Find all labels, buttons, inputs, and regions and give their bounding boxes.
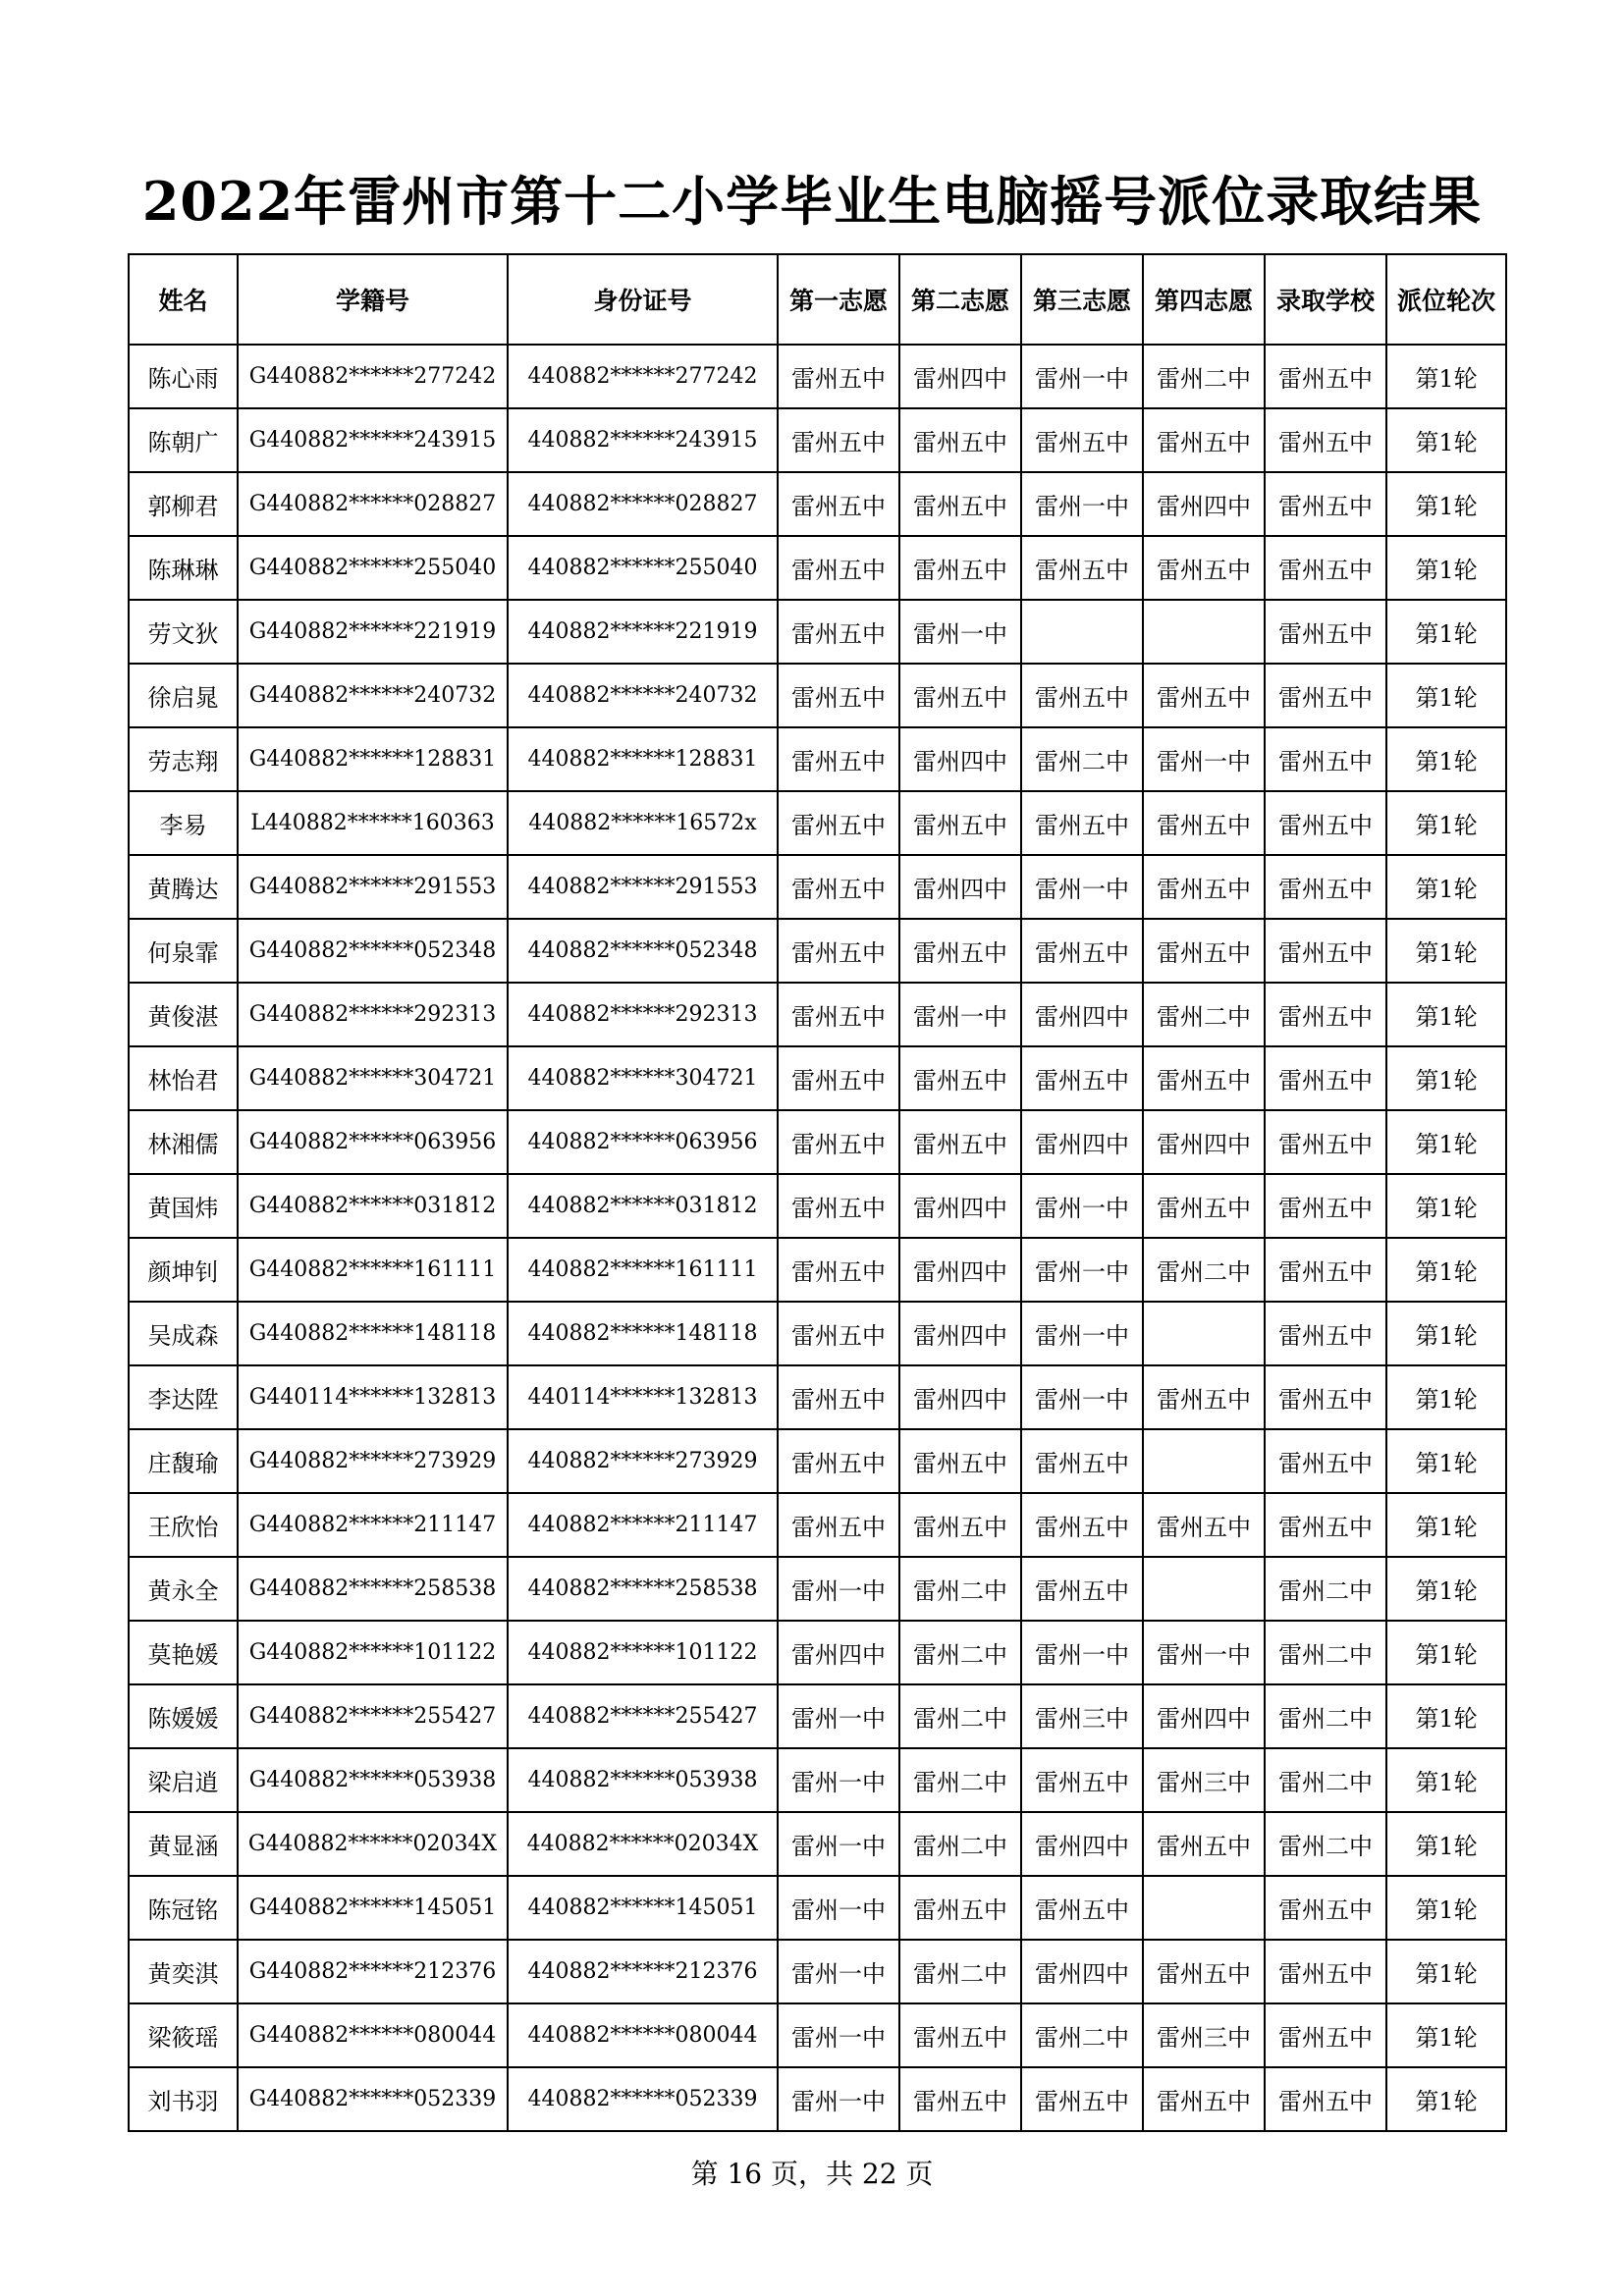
cell-col-choice-2: 雷州五中: [899, 1429, 1021, 1493]
table-row: [129, 408, 1506, 472]
cell-col-student-id: G440882******243915: [238, 408, 508, 472]
cell-col-name: 梁筱瑶: [129, 2003, 238, 2067]
cell-col-choice-1: 雷州五中: [778, 1174, 899, 1238]
cell-col-student-id: G440882******052339: [238, 2067, 508, 2131]
cell-col-id-number: 440882******145051: [508, 1876, 778, 1940]
cell-col-choice-2: 雷州一中: [899, 983, 1021, 1046]
table-row: [129, 727, 1506, 791]
cell-col-student-id: G440114******132813: [238, 1365, 508, 1429]
cell-col-choice-1: 雷州一中: [778, 2067, 899, 2131]
header-col-student-id: 学籍号: [238, 254, 508, 345]
cell-col-admitted-school: 雷州五中: [1265, 1493, 1386, 1557]
cell-col-choice-4: 雷州五中: [1143, 1174, 1265, 1238]
cell-col-id-number: 440882******128831: [508, 727, 778, 791]
cell-col-name: 黄奕淇: [129, 1940, 238, 2003]
cell-col-student-id: G440882******128831: [238, 727, 508, 791]
cell-col-choice-2: 雷州四中: [899, 855, 1021, 919]
cell-col-admitted-school: 雷州五中: [1265, 1046, 1386, 1110]
cell-col-student-id: G440882******258538: [238, 1557, 508, 1621]
cell-col-choice-4: [1143, 1876, 1265, 1940]
page-number: 第 16 页，共 22 页: [690, 2158, 934, 2190]
table-row: [129, 1110, 1506, 1174]
cell-col-choice-4: 雷州五中: [1143, 1812, 1265, 1876]
cell-col-id-number: 440882******243915: [508, 408, 778, 472]
header-col-id-number: 身份证号: [508, 254, 778, 345]
cell-col-round: 第1轮: [1386, 1046, 1506, 1110]
cell-col-choice-1: 雷州一中: [778, 1876, 899, 1940]
cell-col-name: 林怡君: [129, 1046, 238, 1110]
cell-col-student-id: G440882******211147: [238, 1493, 508, 1557]
cell-col-choice-4: [1143, 600, 1265, 664]
cell-col-admitted-school: 雷州五中: [1265, 600, 1386, 664]
cell-col-name: 黄俊湛: [129, 983, 238, 1046]
cell-col-choice-3: 雷州五中: [1021, 2067, 1143, 2131]
cell-col-choice-4: 雷州二中: [1143, 345, 1265, 408]
cell-col-id-number: 440882******080044: [508, 2003, 778, 2067]
cell-col-choice-3: 雷州一中: [1021, 1365, 1143, 1429]
table-header-row: [129, 254, 1506, 345]
cell-col-student-id: G440882******080044: [238, 2003, 508, 2067]
cell-col-choice-1: 雷州一中: [778, 1940, 899, 2003]
cell-col-choice-3: 雷州五中: [1021, 1046, 1143, 1110]
cell-col-name: 莫艳媛: [129, 1621, 238, 1684]
table-row: [129, 472, 1506, 536]
cell-col-choice-4: 雷州五中: [1143, 1940, 1265, 2003]
cell-col-choice-2: 雷州五中: [899, 472, 1021, 536]
cell-col-round: 第1轮: [1386, 1302, 1506, 1365]
cell-col-choice-1: 雷州五中: [778, 1046, 899, 1110]
cell-col-student-id: G440882******255427: [238, 1684, 508, 1748]
cell-col-admitted-school: 雷州五中: [1265, 1365, 1386, 1429]
cell-col-student-id: G440882******053938: [238, 1748, 508, 1812]
cell-col-admitted-school: 雷州五中: [1265, 1940, 1386, 2003]
table-row: [129, 1174, 1506, 1238]
cell-col-student-id: G440882******255040: [238, 536, 508, 600]
cell-col-choice-1: 雷州一中: [778, 2003, 899, 2067]
cell-col-choice-2: 雷州五中: [899, 1876, 1021, 1940]
cell-col-choice-4: 雷州二中: [1143, 983, 1265, 1046]
cell-col-round: 第1轮: [1386, 983, 1506, 1046]
cell-col-choice-3: 雷州四中: [1021, 1110, 1143, 1174]
cell-col-round: 第1轮: [1386, 1940, 1506, 2003]
cell-col-name: 劳志翔: [129, 727, 238, 791]
cell-col-choice-2: 雷州四中: [899, 345, 1021, 408]
cell-col-name: 庄馥瑜: [129, 1429, 238, 1493]
cell-col-choice-1: 雷州五中: [778, 1493, 899, 1557]
cell-col-choice-3: 雷州四中: [1021, 983, 1143, 1046]
cell-col-choice-3: 雷州一中: [1021, 855, 1143, 919]
cell-col-choice-3: 雷州四中: [1021, 1940, 1143, 2003]
cell-col-choice-1: 雷州一中: [778, 1812, 899, 1876]
header-col-name: 姓名: [129, 254, 238, 345]
table-row: [129, 1748, 1506, 1812]
cell-col-choice-1: 雷州五中: [778, 664, 899, 727]
cell-col-choice-2: 雷州二中: [899, 1621, 1021, 1684]
cell-col-student-id: G440882******031812: [238, 1174, 508, 1238]
cell-col-name: 梁启逍: [129, 1748, 238, 1812]
cell-col-id-number: 440882******240732: [508, 664, 778, 727]
cell-col-name: 劳文狄: [129, 600, 238, 664]
cell-col-id-number: 440882******304721: [508, 1046, 778, 1110]
cell-col-round: 第1轮: [1386, 919, 1506, 983]
cell-col-admitted-school: 雷州五中: [1265, 536, 1386, 600]
cell-col-admitted-school: 雷州二中: [1265, 1621, 1386, 1684]
cell-col-id-number: 440882******258538: [508, 1557, 778, 1621]
cell-col-name: 颜坤钊: [129, 1238, 238, 1302]
cell-col-admitted-school: 雷州二中: [1265, 1748, 1386, 1812]
cell-col-id-number: 440882******212376: [508, 1940, 778, 2003]
cell-col-choice-2: 雷州五中: [899, 1046, 1021, 1110]
cell-col-id-number: 440882******291553: [508, 855, 778, 919]
cell-col-round: 第1轮: [1386, 664, 1506, 727]
cell-col-choice-3: 雷州一中: [1021, 1238, 1143, 1302]
cell-col-student-id: G440882******277242: [238, 345, 508, 408]
cell-col-name: 何泉霏: [129, 919, 238, 983]
header-col-choice-2: 第二志愿: [899, 254, 1021, 345]
table-row: [129, 791, 1506, 855]
cell-col-choice-2: 雷州二中: [899, 1812, 1021, 1876]
table-row: [129, 664, 1506, 727]
cell-col-choice-1: 雷州五中: [778, 1238, 899, 1302]
cell-col-choice-4: 雷州一中: [1143, 727, 1265, 791]
cell-col-choice-3: 雷州五中: [1021, 1493, 1143, 1557]
cell-col-admitted-school: 雷州五中: [1265, 2067, 1386, 2131]
cell-col-id-number: 440882******028827: [508, 472, 778, 536]
cell-col-student-id: G440882******292313: [238, 983, 508, 1046]
cell-col-id-number: 440882******255040: [508, 536, 778, 600]
cell-col-choice-1: 雷州一中: [778, 1748, 899, 1812]
cell-col-round: 第1轮: [1386, 1748, 1506, 1812]
cell-col-choice-1: 雷州一中: [778, 1557, 899, 1621]
cell-col-choice-3: 雷州五中: [1021, 664, 1143, 727]
cell-col-id-number: 440882******161111: [508, 1238, 778, 1302]
cell-col-name: 陈心雨: [129, 345, 238, 408]
table-row: [129, 1302, 1506, 1365]
cell-col-choice-1: 雷州五中: [778, 919, 899, 983]
cell-col-choice-2: 雷州二中: [899, 1748, 1021, 1812]
cell-col-choice-1: 雷州五中: [778, 983, 899, 1046]
cell-col-choice-3: 雷州五中: [1021, 791, 1143, 855]
cell-col-admitted-school: 雷州五中: [1265, 345, 1386, 408]
cell-col-choice-1: 雷州五中: [778, 1365, 899, 1429]
cell-col-round: 第1轮: [1386, 2003, 1506, 2067]
cell-col-student-id: L440882******160363: [238, 791, 508, 855]
cell-col-choice-4: [1143, 1429, 1265, 1493]
cell-col-choice-4: 雷州五中: [1143, 919, 1265, 983]
cell-col-id-number: 440114******132813: [508, 1365, 778, 1429]
cell-col-id-number: 440882******292313: [508, 983, 778, 1046]
table-row: [129, 536, 1506, 600]
cell-col-choice-1: 雷州五中: [778, 855, 899, 919]
cell-col-admitted-school: 雷州五中: [1265, 472, 1386, 536]
cell-col-choice-3: 雷州五中: [1021, 536, 1143, 600]
cell-col-id-number: 440882******02034X: [508, 1812, 778, 1876]
cell-col-round: 第1轮: [1386, 855, 1506, 919]
cell-col-round: 第1轮: [1386, 1238, 1506, 1302]
cell-col-student-id: G440882******304721: [238, 1046, 508, 1110]
cell-col-id-number: 440882******211147: [508, 1493, 778, 1557]
cell-col-round: 第1轮: [1386, 536, 1506, 600]
cell-col-admitted-school: 雷州五中: [1265, 727, 1386, 791]
cell-col-choice-4: 雷州四中: [1143, 1684, 1265, 1748]
cell-col-choice-2: 雷州四中: [899, 1365, 1021, 1429]
cell-col-choice-4: 雷州五中: [1143, 1365, 1265, 1429]
cell-col-student-id: G440882******273929: [238, 1429, 508, 1493]
cell-col-name: 徐启晁: [129, 664, 238, 727]
table-row: [129, 1557, 1506, 1621]
cell-col-round: 第1轮: [1386, 1110, 1506, 1174]
cell-col-round: 第1轮: [1386, 408, 1506, 472]
cell-col-admitted-school: 雷州五中: [1265, 408, 1386, 472]
cell-col-round: 第1轮: [1386, 600, 1506, 664]
cell-col-admitted-school: 雷州五中: [1265, 1174, 1386, 1238]
cell-col-choice-4: 雷州五中: [1143, 1046, 1265, 1110]
cell-col-admitted-school: 雷州五中: [1265, 1302, 1386, 1365]
cell-col-choice-4: 雷州五中: [1143, 1493, 1265, 1557]
table-row: [129, 1876, 1506, 1940]
cell-col-choice-2: 雷州二中: [899, 1940, 1021, 2003]
cell-col-choice-3: 雷州五中: [1021, 408, 1143, 472]
cell-col-choice-1: 雷州五中: [778, 727, 899, 791]
table-row: [129, 1238, 1506, 1302]
cell-col-choice-1: 雷州五中: [778, 536, 899, 600]
cell-col-choice-1: 雷州五中: [778, 1302, 899, 1365]
cell-col-admitted-school: 雷州五中: [1265, 2003, 1386, 2067]
cell-col-round: 第1轮: [1386, 727, 1506, 791]
cell-col-name: 李达陞: [129, 1365, 238, 1429]
cell-col-round: 第1轮: [1386, 2067, 1506, 2131]
cell-col-choice-2: 雷州五中: [899, 2003, 1021, 2067]
cell-col-choice-3: 雷州一中: [1021, 1302, 1143, 1365]
cell-col-choice-2: 雷州五中: [899, 1110, 1021, 1174]
header-col-choice-3: 第三志愿: [1021, 254, 1143, 345]
cell-col-choice-2: 雷州五中: [899, 408, 1021, 472]
cell-col-student-id: G440882******291553: [238, 855, 508, 919]
cell-col-name: 李易: [129, 791, 238, 855]
page-title: 2022年雷州市第十二小学毕业生电脑摇号派位录取结果: [141, 170, 1483, 233]
cell-col-choice-1: 雷州五中: [778, 600, 899, 664]
cell-col-choice-4: 雷州五中: [1143, 2067, 1265, 2131]
cell-col-choice-4: 雷州五中: [1143, 536, 1265, 600]
cell-col-choice-3: 雷州二中: [1021, 2003, 1143, 2067]
cell-col-choice-2: 雷州二中: [899, 1684, 1021, 1748]
cell-col-choice-1: 雷州五中: [778, 1110, 899, 1174]
cell-col-choice-3: 雷州一中: [1021, 1174, 1143, 1238]
cell-col-id-number: 440882******101122: [508, 1621, 778, 1684]
cell-col-choice-3: 雷州一中: [1021, 472, 1143, 536]
cell-col-student-id: G440882******02034X: [238, 1812, 508, 1876]
cell-col-name: 黄腾达: [129, 855, 238, 919]
cell-col-choice-4: 雷州五中: [1143, 791, 1265, 855]
table-row: [129, 1429, 1506, 1493]
cell-col-choice-3: 雷州五中: [1021, 1429, 1143, 1493]
cell-col-choice-3: 雷州二中: [1021, 727, 1143, 791]
header-col-round: 派位轮次: [1386, 254, 1506, 345]
table-row: [129, 345, 1506, 408]
cell-col-round: 第1轮: [1386, 1812, 1506, 1876]
cell-col-round: 第1轮: [1386, 791, 1506, 855]
cell-col-student-id: G440882******212376: [238, 1940, 508, 2003]
header-col-admitted-school: 录取学校: [1265, 254, 1386, 345]
cell-col-choice-3: 雷州四中: [1021, 1812, 1143, 1876]
table-row: [129, 2067, 1506, 2131]
cell-col-student-id: G440882******145051: [238, 1876, 508, 1940]
cell-col-choice-4: 雷州一中: [1143, 1621, 1265, 1684]
cell-col-student-id: G440882******148118: [238, 1302, 508, 1365]
cell-col-choice-3: 雷州五中: [1021, 1748, 1143, 1812]
cell-col-choice-4: [1143, 1557, 1265, 1621]
cell-col-choice-3: 雷州一中: [1021, 1621, 1143, 1684]
cell-col-name: 黄国炜: [129, 1174, 238, 1238]
cell-col-name: 陈媛媛: [129, 1684, 238, 1748]
cell-col-choice-4: 雷州五中: [1143, 408, 1265, 472]
cell-col-admitted-school: 雷州五中: [1265, 855, 1386, 919]
cell-col-choice-3: 雷州五中: [1021, 1557, 1143, 1621]
cell-col-round: 第1轮: [1386, 1174, 1506, 1238]
cell-col-choice-3: [1021, 600, 1143, 664]
cell-col-choice-1: 雷州五中: [778, 791, 899, 855]
cell-col-choice-3: 雷州一中: [1021, 345, 1143, 408]
cell-col-name: 刘书羽: [129, 2067, 238, 2131]
cell-col-choice-2: 雷州五中: [899, 536, 1021, 600]
cell-col-choice-1: 雷州五中: [778, 345, 899, 408]
cell-col-choice-4: 雷州三中: [1143, 2003, 1265, 2067]
cell-col-admitted-school: 雷州二中: [1265, 1812, 1386, 1876]
header-col-choice-1: 第一志愿: [778, 254, 899, 345]
cell-col-choice-2: 雷州四中: [899, 1238, 1021, 1302]
cell-col-round: 第1轮: [1386, 1493, 1506, 1557]
cell-col-student-id: G440882******052348: [238, 919, 508, 983]
admission-results-table: [128, 253, 1507, 2132]
cell-col-choice-4: 雷州五中: [1143, 664, 1265, 727]
cell-col-id-number: 440882******053938: [508, 1748, 778, 1812]
cell-col-id-number: 440882******063956: [508, 1110, 778, 1174]
cell-col-id-number: 440882******221919: [508, 600, 778, 664]
cell-col-choice-3: 雷州三中: [1021, 1684, 1143, 1748]
cell-col-student-id: G440882******063956: [238, 1110, 508, 1174]
cell-col-choice-2: 雷州四中: [899, 727, 1021, 791]
cell-col-admitted-school: 雷州五中: [1265, 1429, 1386, 1493]
table-row: [129, 1812, 1506, 1876]
table-row: [129, 1684, 1506, 1748]
cell-col-id-number: 440882******031812: [508, 1174, 778, 1238]
cell-col-choice-4: [1143, 1302, 1265, 1365]
cell-col-choice-4: 雷州四中: [1143, 1110, 1265, 1174]
table-row: [129, 1621, 1506, 1684]
cell-col-id-number: 440882******277242: [508, 345, 778, 408]
cell-col-choice-1: 雷州五中: [778, 472, 899, 536]
cell-col-choice-3: 雷州五中: [1021, 1876, 1143, 1940]
header-col-choice-4: 第四志愿: [1143, 254, 1265, 345]
cell-col-choice-1: 雷州五中: [778, 408, 899, 472]
cell-col-name: 陈朝广: [129, 408, 238, 472]
cell-col-id-number: 440882******16572x: [508, 791, 778, 855]
cell-col-id-number: 440882******052348: [508, 919, 778, 983]
cell-col-round: 第1轮: [1386, 1876, 1506, 1940]
cell-col-student-id: G440882******161111: [238, 1238, 508, 1302]
cell-col-choice-2: 雷州二中: [899, 1557, 1021, 1621]
table-row: [129, 2003, 1506, 2067]
cell-col-round: 第1轮: [1386, 345, 1506, 408]
cell-col-id-number: 440882******273929: [508, 1429, 778, 1493]
cell-col-round: 第1轮: [1386, 1557, 1506, 1621]
cell-col-choice-4: 雷州三中: [1143, 1748, 1265, 1812]
cell-col-choice-1: 雷州四中: [778, 1621, 899, 1684]
cell-col-round: 第1轮: [1386, 1684, 1506, 1748]
cell-col-choice-3: 雷州五中: [1021, 919, 1143, 983]
table-row: [129, 1493, 1506, 1557]
cell-col-id-number: 440882******052339: [508, 2067, 778, 2131]
cell-col-name: 陈冠铭: [129, 1876, 238, 1940]
table-row: [129, 855, 1506, 919]
cell-col-round: 第1轮: [1386, 1621, 1506, 1684]
cell-col-choice-2: 雷州五中: [899, 919, 1021, 983]
cell-col-student-id: G440882******221919: [238, 600, 508, 664]
cell-col-admitted-school: 雷州二中: [1265, 1557, 1386, 1621]
cell-col-student-id: G440882******028827: [238, 472, 508, 536]
cell-col-id-number: 440882******148118: [508, 1302, 778, 1365]
cell-col-choice-2: 雷州五中: [899, 664, 1021, 727]
table-row: [129, 600, 1506, 664]
cell-col-choice-2: 雷州五中: [899, 791, 1021, 855]
cell-col-choice-2: 雷州四中: [899, 1174, 1021, 1238]
cell-col-admitted-school: 雷州五中: [1265, 919, 1386, 983]
cell-col-choice-4: 雷州四中: [1143, 472, 1265, 536]
cell-col-admitted-school: 雷州五中: [1265, 791, 1386, 855]
cell-col-round: 第1轮: [1386, 1429, 1506, 1493]
cell-col-choice-2: 雷州一中: [899, 600, 1021, 664]
cell-col-choice-4: 雷州二中: [1143, 1238, 1265, 1302]
cell-col-name: 郭柳君: [129, 472, 238, 536]
cell-col-round: 第1轮: [1386, 472, 1506, 536]
table-row: [129, 1940, 1506, 2003]
cell-col-name: 王欣怡: [129, 1493, 238, 1557]
cell-col-id-number: 440882******255427: [508, 1684, 778, 1748]
table-row: [129, 1365, 1506, 1429]
cell-col-admitted-school: 雷州五中: [1265, 983, 1386, 1046]
cell-col-student-id: G440882******101122: [238, 1621, 508, 1684]
cell-col-name: 黄显涵: [129, 1812, 238, 1876]
cell-col-choice-2: 雷州四中: [899, 1302, 1021, 1365]
cell-col-name: 林湘儒: [129, 1110, 238, 1174]
cell-col-name: 黄永全: [129, 1557, 238, 1621]
cell-col-choice-1: 雷州五中: [778, 1429, 899, 1493]
cell-col-round: 第1轮: [1386, 1365, 1506, 1429]
cell-col-choice-4: 雷州五中: [1143, 855, 1265, 919]
table-row: [129, 919, 1506, 983]
cell-col-admitted-school: 雷州五中: [1265, 1876, 1386, 1940]
cell-col-admitted-school: 雷州五中: [1265, 1110, 1386, 1174]
cell-col-choice-2: 雷州五中: [899, 2067, 1021, 2131]
cell-col-admitted-school: 雷州五中: [1265, 1238, 1386, 1302]
cell-col-name: 陈琳琳: [129, 536, 238, 600]
cell-col-choice-2: 雷州五中: [899, 1493, 1021, 1557]
cell-col-choice-1: 雷州一中: [778, 1684, 899, 1748]
cell-col-student-id: G440882******240732: [238, 664, 508, 727]
cell-col-name: 吴成森: [129, 1302, 238, 1365]
cell-col-admitted-school: 雷州五中: [1265, 664, 1386, 727]
cell-col-admitted-school: 雷州二中: [1265, 1684, 1386, 1748]
table-row: [129, 983, 1506, 1046]
table-row: [129, 1046, 1506, 1110]
